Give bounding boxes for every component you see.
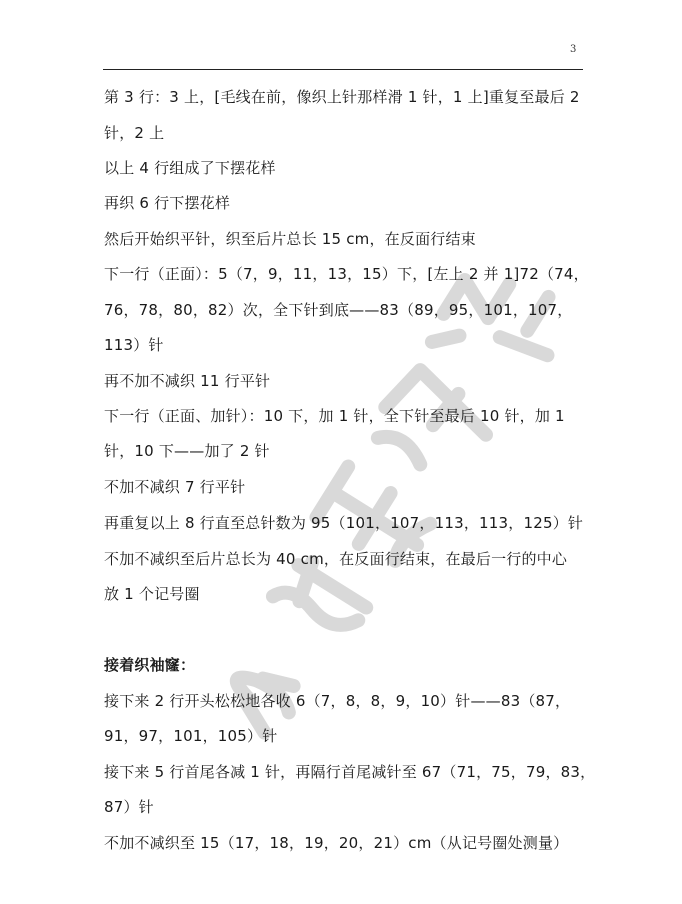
text-line-1: 第 3 行：3 上，[毛线在前，像织上针那样滑 1 针，1 上]重复至最后 2 xyxy=(104,88,580,106)
text-line-18: 91，97，101，105）针 xyxy=(104,727,278,745)
text-line-2: 针，2 上 xyxy=(104,124,165,142)
text-line-17: 接下来 2 行开头松松地各收 6（7，8，8，9，10）针——83（87， xyxy=(104,692,571,710)
watermark xyxy=(150,250,570,750)
page-number: 3 xyxy=(570,44,577,55)
text-line-11: 针，10 下——加了 2 针 xyxy=(104,442,270,460)
header-rule xyxy=(103,69,583,70)
text-line-5: 然后开始织平针，织至后片总长 15 cm，在反面行结束 xyxy=(104,230,476,248)
text-line-19: 接下来 5 行首尾各减 1 针，再隔行首尾减针至 67（71，75，79，83， xyxy=(104,763,596,781)
text-line-9: 再不加不减织 11 行平针 xyxy=(104,372,271,390)
text-line-4: 再织 6 行下摆花样 xyxy=(104,194,231,212)
text-line-21: 不加不减织至 15（17，18，19，20，21）cm（从记号圈处测量） xyxy=(104,834,569,852)
text-line-10: 下一行（正面、加针）：10 下，加 1 针，全下针至最后 10 针，加 1 xyxy=(104,407,565,425)
section-heading-armhole: 接着织袖窿： xyxy=(104,656,196,674)
text-line-3: 以上 4 行组成了下摆花样 xyxy=(104,159,276,177)
text-line-14: 不加不减织至后片总长为 40 cm，在反面行结束，在最后一行的中心 xyxy=(104,550,568,568)
text-line-8: 113）针 xyxy=(104,336,164,354)
text-line-6: 下一行（正面）：5（7，9，11，13，15）下，[左上 2 并 1]72（74， xyxy=(104,265,589,283)
watermark-graphic xyxy=(150,250,570,750)
text-line-15: 放 1 个记号圈 xyxy=(104,585,200,603)
text-line-12: 不加不减织 7 行平针 xyxy=(104,478,246,496)
text-line-7: 76，78，80，82）次，全下针到底——83（89，95，101，107， xyxy=(104,301,573,319)
text-line-13: 再重复以上 8 行直至总针数为 95（101，107，113，113，125）针 xyxy=(104,514,584,532)
text-line-20: 87）针 xyxy=(104,798,154,816)
